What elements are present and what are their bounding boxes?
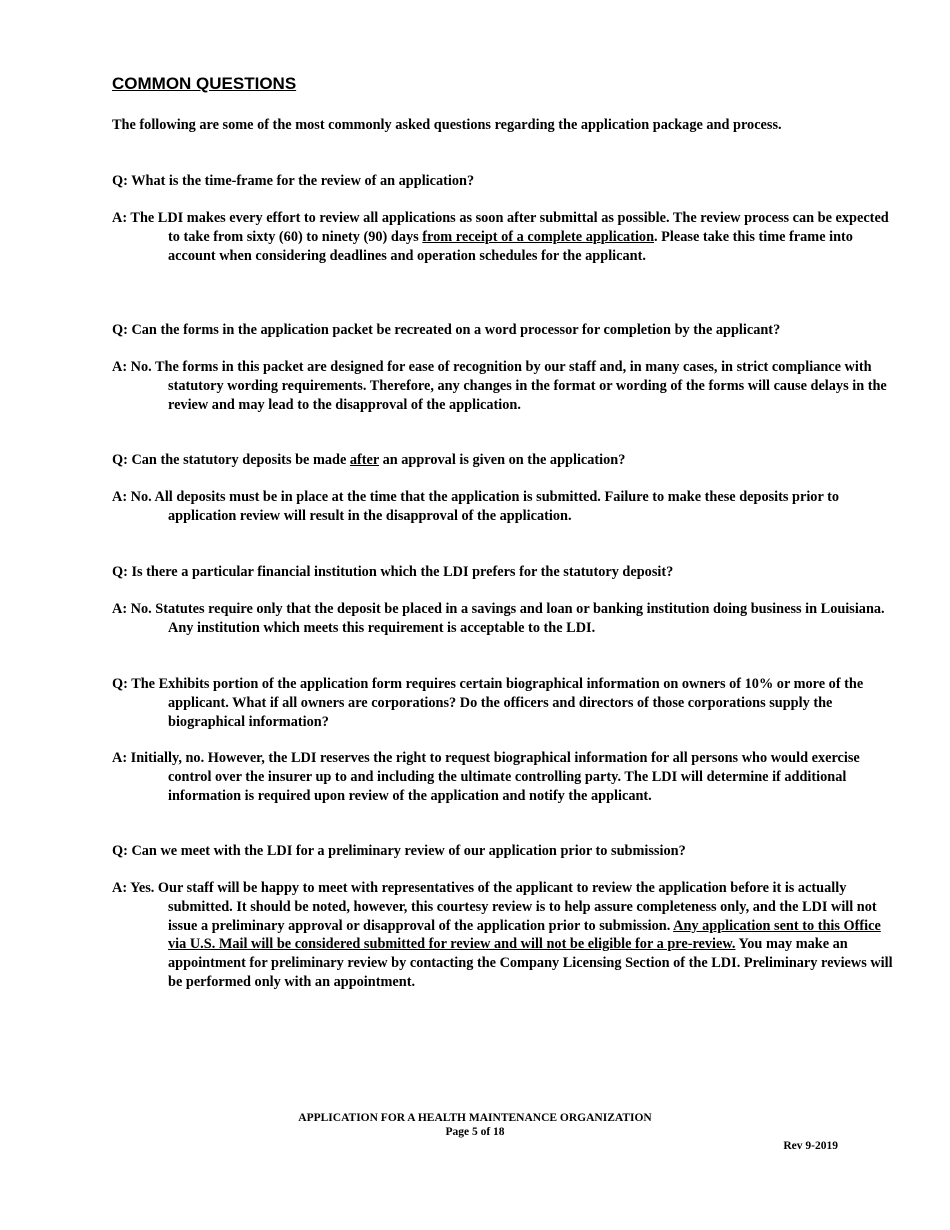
answer-1: A: The LDI makes every effort to review all applications as soon after submittal as possible. The review process can be expected to take from sixty (60) to ninety (90) days from receipt of a complete application. Please take this time frame into account when considering deadlines and operation schedules for the applicant. (112, 210, 889, 264)
intro-text: The following are some of the most commonly asked questions regarding the application package and process. (112, 117, 782, 133)
footer-title: APPLICATION FOR A HEALTH MAINTENANCE ORGANIZATION (298, 1112, 652, 1124)
question-5: Q: The Exhibits portion of the application form requires certain biographical information on owners of 10% or more of the applicant. What if all owners are corporations? Do the officers and directors of those corporations supply the biographical information? (112, 676, 864, 730)
answer-2: A: No. The forms in this packet are designed for ease of recognition by our staff and, in many cases, in strict compliance with statutory wording requirements. Therefore, any changes in the format or wording of the forms will cause delays in the review and may lead to the disapproval of the application. (112, 359, 887, 413)
footer-revision: Rev 9-2019 (783, 1140, 838, 1152)
question-3: Q: Can the statutory deposits be made after an approval is given on the application? (112, 452, 626, 468)
question-2: Q: Can the forms in the application packet be recreated on a word processor for completion by the applicant? (112, 322, 781, 338)
answer-5: A: Initially, no. However, the LDI reserves the right to request biographical information for all persons who would exercise control over the insurer up to and including the ultimate controlling party. The LDI will determine if additional information is required upon review of the application and notify the applicant. (112, 750, 860, 804)
question-6: Q: Can we meet with the LDI for a preliminary review of our application prior to submission? (112, 843, 686, 859)
page-heading: COMMON QUESTIONS (112, 74, 297, 93)
footer-page-number: Page 5 of 18 (445, 1126, 505, 1138)
question-1: Q: What is the time-frame for the review of an application? (112, 173, 475, 189)
question-4: Q: Is there a particular financial institution which the LDI prefers for the statutory deposit? (112, 564, 674, 580)
answer-6: A: Yes. Our staff will be happy to meet with representatives of the applicant to review the application before it is actually submitted. It should be noted, however, this courtesy review is to help assure completeness only, and the LDI will not issue a preliminary approval or disapproval of the application prior to submission. Any application sent to this Office via U.S. Mail will be considered submitted for review and will not be eligible for a pre-review. You may make an appointment for preliminary review by contacting the Company Licensing Section of the LDI. Preliminary reviews will be performed only with an appointment. (112, 880, 893, 990)
answer-3: A: No. All deposits must be in place at the time that the application is submitted. Failure to make these deposits prior to application review will result in the disapproval of the application. (112, 489, 840, 524)
answer-4: A: No. Statutes require only that the deposit be placed in a savings and loan or banking institution doing business in Louisiana. Any institution which meets this requirement is acceptable to the LDI. (112, 601, 885, 636)
